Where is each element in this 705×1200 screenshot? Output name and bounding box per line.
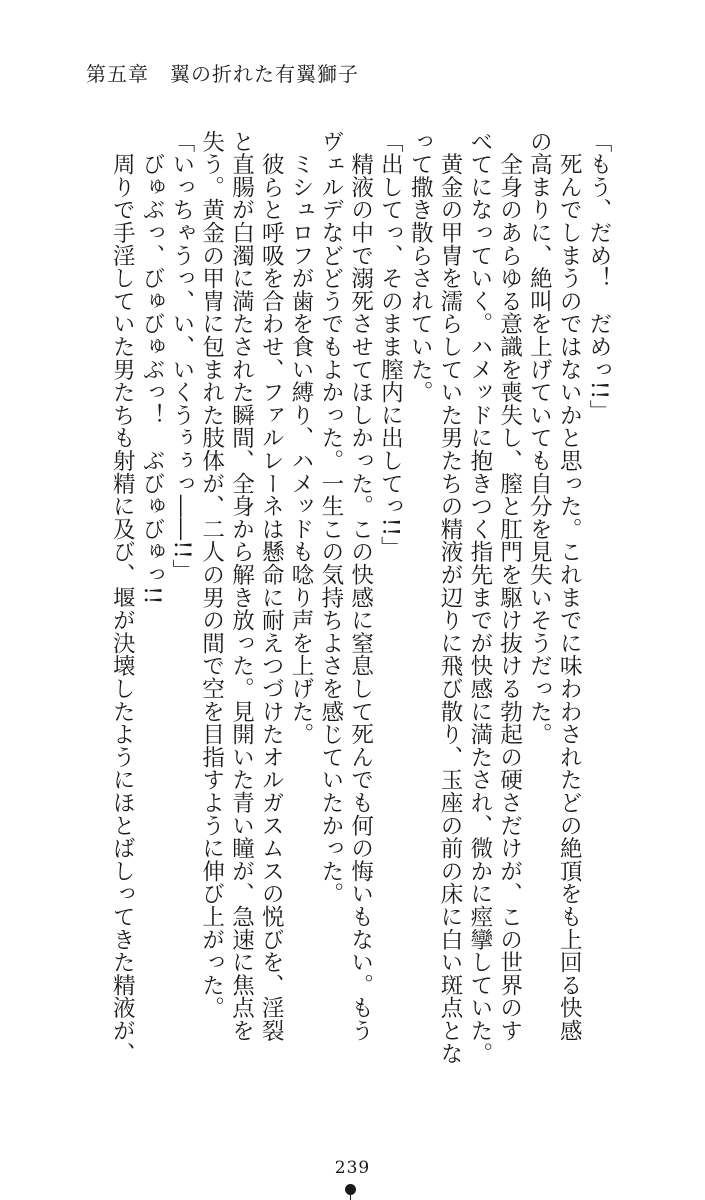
- text-line: 彼らと呼吸を合わせ、ファルレーネは懸命に耐えつづけたオルガスムスの悦びを、淫裂: [258, 130, 285, 1042]
- text-line: びゅぶっ、びゅびゅぶっ！ ぶびゅびゅっ!!: [139, 130, 166, 605]
- text-line: ヴェルデなどどうでもよかった。一生この気持ちよさを感じていたかった。: [317, 130, 344, 906]
- folio-dot-stem: [350, 1194, 351, 1200]
- text-line: 「出してっ、そのまま膣内に出してっ!!」: [377, 130, 404, 560]
- text-line: 全身のあらゆる意識を喪失し、膣と肛門を駆け抜ける勃起の硬さだけが、この世界のす: [496, 130, 523, 1042]
- text-line: 周りで手淫していた男たちも射精に及び、堰が決壊したようにほとばしってきた精液が、: [109, 130, 136, 1065]
- text-line: 「もう、だめ！ だめっ!!」: [586, 130, 612, 423]
- text-line: 失う。黄金の甲冑に包まれた肢体が、二人の男の間で空を目指すように伸び上がった。: [198, 130, 225, 1020]
- text-line: 死んでしまうのではないかと思った。これまでに味わわされたどの絶頂をも上回る快感: [556, 130, 583, 1042]
- text-line: って撒き散らされていた。: [407, 130, 434, 404]
- text-line: 精液の中で溺死させてほしかった。この快感に窒息して死んでも何の悔いもない。もう: [347, 130, 374, 1042]
- page-number: 239: [334, 1158, 371, 1178]
- text-line: 黄金の甲冑を濡らしていた男たちの精液が辺りに飛び散り、玉座の前の床に白い斑点とな: [437, 130, 464, 1065]
- running-title: 第五章 翼の折れた有翼獅子: [86, 62, 359, 86]
- text-line: べてになっていく。ハメッドに抱きつく指先までが快感に満たされ、微かに痙攣していた。: [466, 130, 493, 1065]
- vertical-body-text: [106, 130, 613, 1065]
- text-line: の高まりに、絶叫を上げていても自分を見失いそうだった。: [526, 130, 553, 746]
- text-line: 「いっちゃうっ、い、いくうぅぅっ――!!」: [168, 130, 195, 582]
- text-line: と直腸が白濁に満たされた瞬間、全身から解き放った。見開いた青い瞳が、急速に焦点を: [228, 130, 255, 1042]
- text-line: ミシュロフが歯を食い縛り、ハメッドも唸り声を上げた。: [288, 130, 315, 746]
